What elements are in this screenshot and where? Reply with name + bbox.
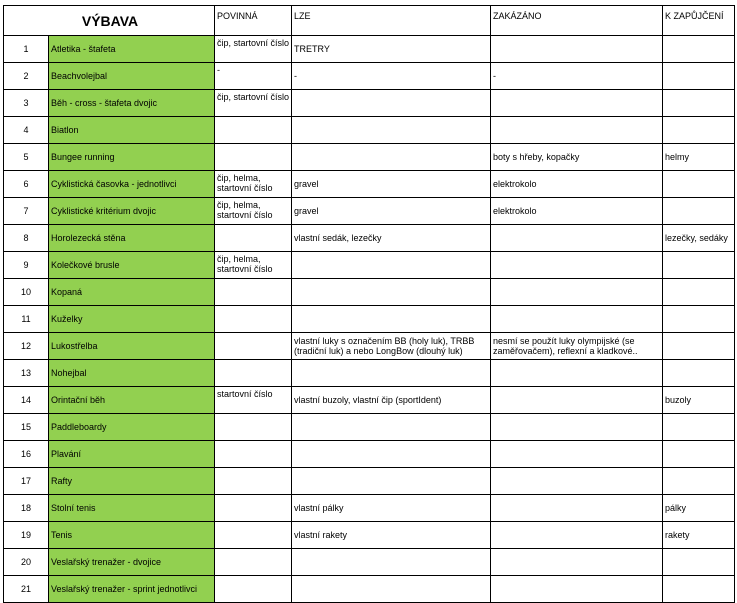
discipline-name: Biatlon xyxy=(49,117,215,144)
forbidden-cell xyxy=(491,279,663,306)
table-row xyxy=(4,522,735,549)
discipline-name: Kopaná xyxy=(49,279,215,306)
rental-cell xyxy=(663,306,735,333)
discipline-name: Cyklistické kritérium dvojic xyxy=(49,198,215,225)
row-number: 4 xyxy=(4,117,49,144)
table-row xyxy=(4,495,735,522)
allowed-cell: vlastní sedák, lezečky xyxy=(292,225,491,252)
mandatory-cell xyxy=(215,549,292,576)
rental-cell xyxy=(663,360,735,387)
mandatory-cell xyxy=(215,333,292,360)
allowed-cell xyxy=(292,90,491,117)
rental-cell xyxy=(663,36,735,63)
rental-cell xyxy=(663,468,735,495)
forbidden-cell xyxy=(491,360,663,387)
row-number: 18 xyxy=(4,495,49,522)
mandatory-cell: čip, helma, startovní číslo xyxy=(215,171,292,198)
forbidden-cell: - xyxy=(491,63,663,90)
discipline-name: Horolezecká stěna xyxy=(49,225,215,252)
row-number: 11 xyxy=(4,306,49,333)
discipline-name: Orintační běh xyxy=(49,387,215,414)
forbidden-cell xyxy=(491,225,663,252)
allowed-cell xyxy=(292,576,491,603)
mandatory-cell: čip, startovní číslo xyxy=(215,36,292,63)
table-row xyxy=(4,549,735,576)
row-number: 12 xyxy=(4,333,49,360)
discipline-name: Rafty xyxy=(49,468,215,495)
mandatory-cell xyxy=(215,306,292,333)
rental-cell xyxy=(663,171,735,198)
row-number: 5 xyxy=(4,144,49,171)
equipment-table xyxy=(3,5,735,603)
row-number: 13 xyxy=(4,360,49,387)
discipline-name: Kolečkové brusle xyxy=(49,252,215,279)
row-number: 16 xyxy=(4,441,49,468)
forbidden-cell xyxy=(491,441,663,468)
row-number: 14 xyxy=(4,387,49,414)
table-row xyxy=(4,225,735,252)
discipline-name: Běh - cross - štafeta dvojic xyxy=(49,90,215,117)
forbidden-cell xyxy=(491,387,663,414)
row-number: 19 xyxy=(4,522,49,549)
row-number: 2 xyxy=(4,63,49,90)
forbidden-cell xyxy=(491,252,663,279)
forbidden-cell xyxy=(491,549,663,576)
table-row xyxy=(4,171,735,198)
allowed-cell: - xyxy=(292,63,491,90)
table-row xyxy=(4,117,735,144)
forbidden-cell xyxy=(491,468,663,495)
forbidden-cell xyxy=(491,36,663,63)
table-row xyxy=(4,576,735,603)
discipline-name: Veslařský trenažer - sprint jednotlivci xyxy=(49,576,215,603)
mandatory-cell xyxy=(215,279,292,306)
forbidden-cell: elektrokolo xyxy=(491,198,663,225)
mandatory-cell xyxy=(215,414,292,441)
mandatory-cell xyxy=(215,144,292,171)
discipline-name: Lukostřelba xyxy=(49,333,215,360)
table-row xyxy=(4,441,735,468)
forbidden-cell: nesmí se použít luky olympijské (se zaměřovačem), reflexní a kladkové.. xyxy=(491,333,663,360)
row-number: 9 xyxy=(4,252,49,279)
discipline-name: Veslařský trenažer - dvojice xyxy=(49,549,215,576)
table-row xyxy=(4,90,735,117)
discipline-name: Stolní tenis xyxy=(49,495,215,522)
discipline-name: Bungee running xyxy=(49,144,215,171)
rental-cell: helmy xyxy=(663,144,735,171)
allowed-cell: vlastní luky s označením BB (holy luk), TRBB (tradiční luk) a nebo LongBow (dlouhý luk) xyxy=(292,333,491,360)
mandatory-cell xyxy=(215,117,292,144)
mandatory-cell xyxy=(215,522,292,549)
allowed-cell xyxy=(292,549,491,576)
rental-cell: pálky xyxy=(663,495,735,522)
mandatory-cell xyxy=(215,441,292,468)
header-row xyxy=(4,6,735,36)
mandatory-cell: čip, helma, startovní číslo xyxy=(215,198,292,225)
rental-cell xyxy=(663,63,735,90)
table-row xyxy=(4,360,735,387)
allowed-cell xyxy=(292,117,491,144)
allowed-cell xyxy=(292,441,491,468)
table-row xyxy=(4,468,735,495)
table-row xyxy=(4,333,735,360)
discipline-name: Atletika - štafeta xyxy=(49,36,215,63)
rental-cell xyxy=(663,549,735,576)
forbidden-cell xyxy=(491,495,663,522)
table-row xyxy=(4,63,735,90)
table-body xyxy=(4,36,735,603)
row-number: 17 xyxy=(4,468,49,495)
allowed-cell xyxy=(292,279,491,306)
allowed-cell: vlastní rakety xyxy=(292,522,491,549)
row-number: 8 xyxy=(4,225,49,252)
forbidden-cell xyxy=(491,117,663,144)
rental-cell xyxy=(663,198,735,225)
mandatory-cell xyxy=(215,495,292,522)
row-number: 3 xyxy=(4,90,49,117)
discipline-name: Beachvolejbal xyxy=(49,63,215,90)
table-row xyxy=(4,306,735,333)
rental-cell xyxy=(663,252,735,279)
allowed-cell xyxy=(292,306,491,333)
forbidden-cell xyxy=(491,90,663,117)
row-number: 10 xyxy=(4,279,49,306)
table-title: VÝBAVA xyxy=(4,6,215,36)
mandatory-cell xyxy=(215,360,292,387)
rental-cell: buzoly xyxy=(663,387,735,414)
row-number: 1 xyxy=(4,36,49,63)
allowed-cell xyxy=(292,414,491,441)
discipline-name: Tenis xyxy=(49,522,215,549)
table-row xyxy=(4,198,735,225)
table-row xyxy=(4,414,735,441)
mandatory-cell: čip, helma, startovní číslo xyxy=(215,252,292,279)
row-number: 21 xyxy=(4,576,49,603)
table-row xyxy=(4,144,735,171)
discipline-name: Plavání xyxy=(49,441,215,468)
discipline-name: Cyklistická časovka - jednotlivci xyxy=(49,171,215,198)
mandatory-cell: - xyxy=(215,63,292,90)
mandatory-cell xyxy=(215,468,292,495)
allowed-cell: gravel xyxy=(292,171,491,198)
forbidden-cell: elektrokolo xyxy=(491,171,663,198)
allowed-cell: vlastní buzoly, vlastní čip (sportIdent) xyxy=(292,387,491,414)
forbidden-cell: boty s hřeby, kopačky xyxy=(491,144,663,171)
header-zapujceni: K ZAPŮJČENÍ xyxy=(663,6,735,36)
allowed-cell xyxy=(292,252,491,279)
allowed-cell: gravel xyxy=(292,198,491,225)
row-number: 20 xyxy=(4,549,49,576)
forbidden-cell xyxy=(491,576,663,603)
mandatory-cell xyxy=(215,225,292,252)
table-row xyxy=(4,252,735,279)
allowed-cell: vlastní pálky xyxy=(292,495,491,522)
allowed-cell xyxy=(292,360,491,387)
mandatory-cell: čip, startovní číslo xyxy=(215,90,292,117)
table-row xyxy=(4,279,735,306)
discipline-name: Kuželky xyxy=(49,306,215,333)
forbidden-cell xyxy=(491,414,663,441)
rental-cell: rakety xyxy=(663,522,735,549)
row-number: 15 xyxy=(4,414,49,441)
rental-cell xyxy=(663,117,735,144)
discipline-name: Paddleboardy xyxy=(49,414,215,441)
rental-cell xyxy=(663,333,735,360)
rental-cell xyxy=(663,441,735,468)
row-number: 7 xyxy=(4,198,49,225)
forbidden-cell xyxy=(491,522,663,549)
allowed-cell: TRETRY xyxy=(292,36,491,63)
rental-cell xyxy=(663,414,735,441)
table-row xyxy=(4,387,735,414)
allowed-cell xyxy=(292,468,491,495)
table-row xyxy=(4,36,735,63)
forbidden-cell xyxy=(491,306,663,333)
rental-cell xyxy=(663,576,735,603)
rental-cell xyxy=(663,279,735,306)
header-zakazano: ZAKÁZÁNO xyxy=(491,6,663,36)
mandatory-cell xyxy=(215,576,292,603)
allowed-cell xyxy=(292,144,491,171)
mandatory-cell: startovní číslo xyxy=(215,387,292,414)
rental-cell xyxy=(663,90,735,117)
header-lze: LZE xyxy=(292,6,491,36)
discipline-name: Nohejbal xyxy=(49,360,215,387)
header-povinna: POVINNÁ xyxy=(215,6,292,36)
rental-cell: lezečky, sedáky xyxy=(663,225,735,252)
row-number: 6 xyxy=(4,171,49,198)
